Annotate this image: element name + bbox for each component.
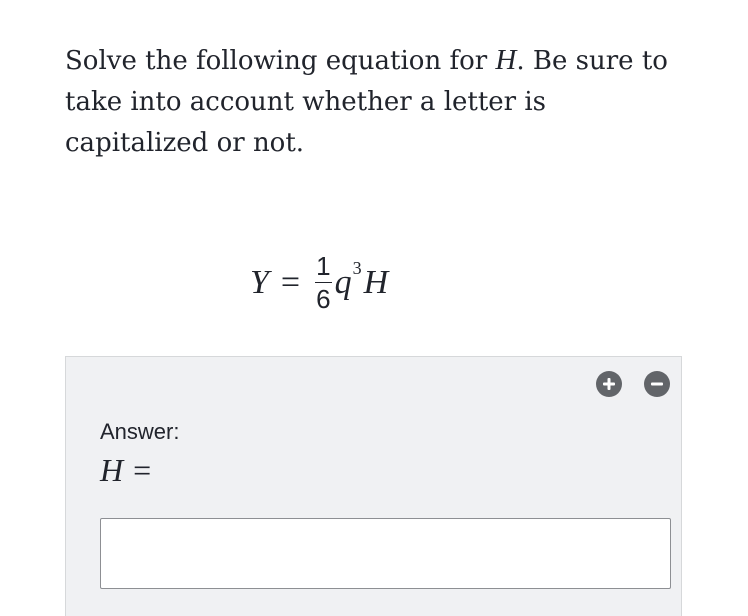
question-suffix: . Be sure to take into account whether a letter is capitalized or not. <box>65 46 668 158</box>
question-variable: H <box>495 44 517 76</box>
minus-circle-icon <box>650 377 664 391</box>
question-prefix: Solve the following equation for <box>65 46 496 76</box>
fraction-numerator: 1 <box>316 250 331 281</box>
fraction-denominator: 6 <box>316 284 331 315</box>
answer-lhs: H <box>100 452 124 488</box>
answer-input[interactable] <box>100 518 671 589</box>
answer-label: Answer: <box>100 419 180 444</box>
question-text <box>65 40 685 164</box>
equation-base: q <box>334 263 352 301</box>
equation-rhs-variable: H <box>363 263 389 301</box>
equation-fraction <box>314 250 332 315</box>
remove-answer-button[interactable] <box>644 371 670 397</box>
answer-equals: = <box>133 452 152 488</box>
equation <box>250 240 388 325</box>
equation-exponent: 3 <box>352 258 362 278</box>
answer-panel <box>65 356 682 616</box>
add-answer-button[interactable] <box>596 371 622 397</box>
plus-circle-icon <box>602 377 616 391</box>
equation-lhs: Y <box>250 263 269 301</box>
equation-equals: = <box>280 263 301 301</box>
answer-expression <box>100 452 151 489</box>
